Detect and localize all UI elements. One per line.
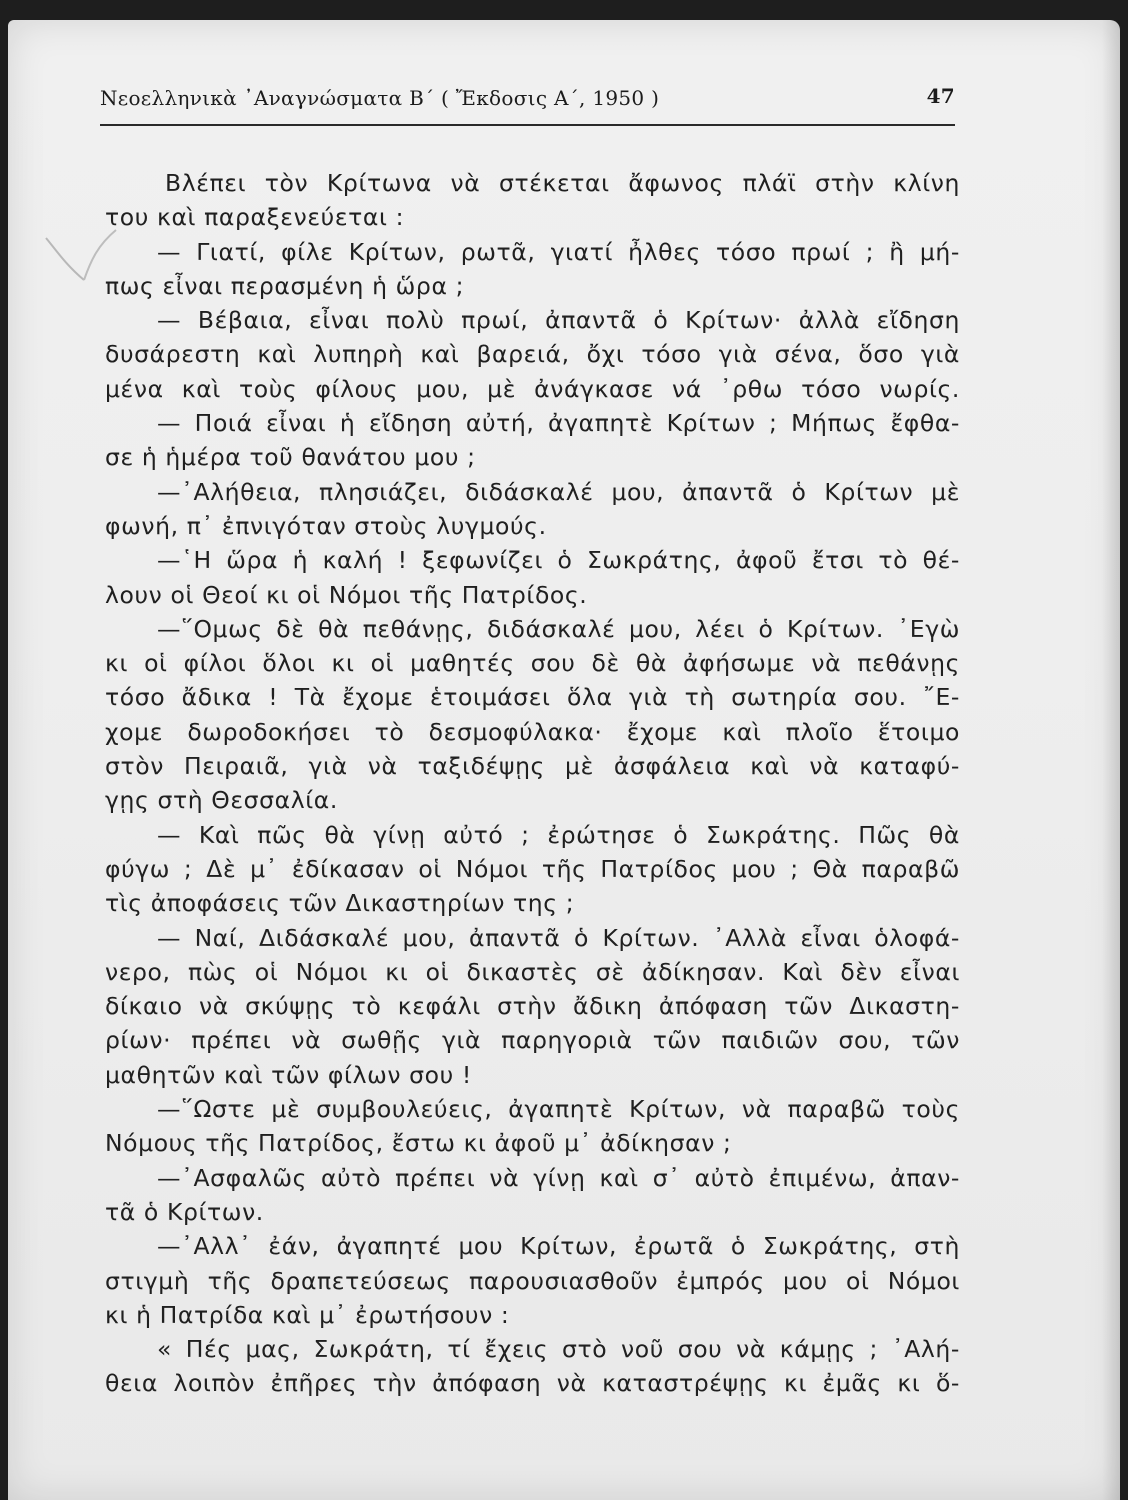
running-header <box>100 84 955 118</box>
page-edge-shadow <box>1102 20 1120 1500</box>
text-line: — Καὶ πῶς θὰ γίνῃ αὐτό ; ἐρώτησε ὁ Σωκράτης. Πῶς θὰ <box>157 820 960 849</box>
text-line: πως εἶναι περασμένη ἡ ὥρα ; <box>105 271 465 300</box>
text-line: — Ναί, Διδάσκαλέ μου, ἀπαντᾶ ὁ Κρίτων. ᾿Αλλὰ εἶναι ὁλοφά- <box>157 923 960 952</box>
text-line: —῞Ωστε μὲ συμβουλεύεις, ἀγαπητὲ Κρίτων, νὰ παραβῶ τοὺς <box>157 1095 960 1124</box>
text-line: θεια λοιπὸν ἐπῆρες τὴν ἀπόφαση νὰ καταστρέψῃς κι ἐμᾶς κι ὅ- <box>105 1369 960 1398</box>
text-line: δυσάρεστη καὶ λυπηρὴ καὶ βαρειά, ὄχι τόσο γιὰ σένα, ὅσο γιὰ <box>105 340 960 369</box>
text-line: γῃς στὴ Θεσσαλία. <box>105 786 338 815</box>
text-line: σε ἡ ἡμέρα τοῦ θανάτου μου ; <box>105 443 476 472</box>
text-line: μαθητῶν καὶ τῶν φίλων σου ! <box>105 1060 472 1089</box>
text-line: νερο, πὼς οἱ Νόμοι κι οἱ δικαστὲς σὲ ἀδίκησαν. Καὶ δὲν εἶναι <box>105 957 960 986</box>
text-line: —᾿Αλλ᾿ ἐάν, ἀγαπητέ μου Κρίτων, ἐρωτᾶ ὁ Σωκράτης, στὴ <box>157 1232 960 1261</box>
text-line: δίκαιο νὰ σκύψῃς τὸ κεφάλι στὴν ἄδικη ἀπόφαση τῶν Δικαστη- <box>105 992 960 1021</box>
text-line: — Ποιά εἶναι ἡ εἴδηση αὐτή, ἀγαπητὲ Κρίτων ; Μήπως ἔφθα- <box>157 409 960 438</box>
header-rule <box>100 124 955 126</box>
page-number: 47 <box>926 84 955 108</box>
text-line: — Βέβαια, εἶναι πολὺ πρωί, ἀπαντᾶ ὁ Κρίτων· ἀλλὰ εἴδηση <box>157 306 960 335</box>
text-line: — Γιατί, φίλε Κρίτων, ρωτᾶ, γιατί ἦλθες τόσο πρωί ; ἢ μή- <box>157 237 960 266</box>
text-line: κι ἡ Πατρίδα καὶ μ᾿ ἐρωτήσουν : <box>105 1300 510 1329</box>
text-line: χομε δωροδοκήσει τὸ δεσμοφύλακα· ἔχομε καὶ πλοῖο ἕτοιμο <box>105 717 960 746</box>
text-line: μένα καὶ τοὺς φίλους μου, μὲ ἀνάγκασε νά ᾿ρθω τόσο νωρίς. <box>105 374 960 403</box>
running-header-title: Νεοελληνικὰ ᾿Αναγνώσματα Β΄ ( Ἔκδοσις Α΄, 1950 ) <box>100 86 660 110</box>
text-line: —῾Η ὥρα ἡ καλή ! ξεφωνίζει ὁ Σωκράτης, ἀφοῦ ἔτσι τὸ θέ- <box>157 546 960 575</box>
text-line: φύγω ; Δὲ μ᾿ ἐδίκασαν οἱ Νόμοι τῆς Πατρίδος μου ; Θὰ παραβῶ <box>105 854 960 883</box>
text-line: φωνή, π᾿ ἐπνιγόταν στοὺς λυγμούς. <box>105 511 547 540</box>
text-line: κι οἱ φίλοι ὅλοι κι οἱ μαθητές σου δὲ θὰ ἀφήσωμε νὰ πεθάνῃς <box>105 649 960 678</box>
body-text <box>105 166 960 1401</box>
text-line: λουν οἱ Θεοί κι οἱ Νόμοι τῆς Πατρίδος. <box>105 580 588 609</box>
text-line: —῞Ομως δὲ θὰ πεθάνῃς, διδάσκαλέ μου, λέει ὁ Κρίτων. ᾿Εγὼ <box>157 614 960 643</box>
text-line: ρίων· πρέπει νὰ σωθῇς γιὰ παρηγοριὰ τῶν παιδιῶν σου, τῶν <box>105 1026 960 1055</box>
text-line: τόσο ἄδικα ! Τὰ ἔχομε ἑτοιμάσει ὅλα γιὰ τὴ σωτηρία σου. ῎Ε- <box>105 683 960 712</box>
text-line: Νόμους τῆς Πατρίδος, ἔστω κι ἀφοῦ μ᾿ ἀδίκησαν ; <box>105 1129 732 1158</box>
text-line: στὸν Πειραιᾶ, γιὰ νὰ ταξιδέψῃς μὲ ἀσφάλεια καὶ νὰ καταφύ- <box>105 752 960 781</box>
text-line: τὶς ἀποφάσεις τῶν Δικαστηρίων της ; <box>105 889 575 918</box>
text-line: —᾿Αλήθεια, πλησιάζει, διδάσκαλέ μου, ἀπαντᾶ ὁ Κρίτων μὲ <box>157 477 960 506</box>
text-line: στιγμὴ τῆς δραπετεύσεως παρουσιασθοῦν ἐμπρός μου οἱ Νόμοι <box>105 1266 960 1295</box>
text-line: « Πές μας, Σωκράτη, τί ἔχεις στὸ νοῦ σου νὰ κάμῃς ; ᾿Αλή- <box>157 1335 960 1364</box>
text-line: Βλέπει τὸν Κρίτωνα νὰ στέκεται ἄφωνος πλάϊ στὴν κλίνη <box>165 169 960 197</box>
text-line: —᾿Ασφαλῶς αὐτὸ πρέπει νὰ γίνῃ καὶ σ᾿ αὐτὸ ἐπιμένω, ἀπαν- <box>157 1163 960 1192</box>
text-line: τᾶ ὁ Κρίτων. <box>105 1197 264 1226</box>
text-line: του καὶ παραξενεύεται : <box>105 203 405 232</box>
